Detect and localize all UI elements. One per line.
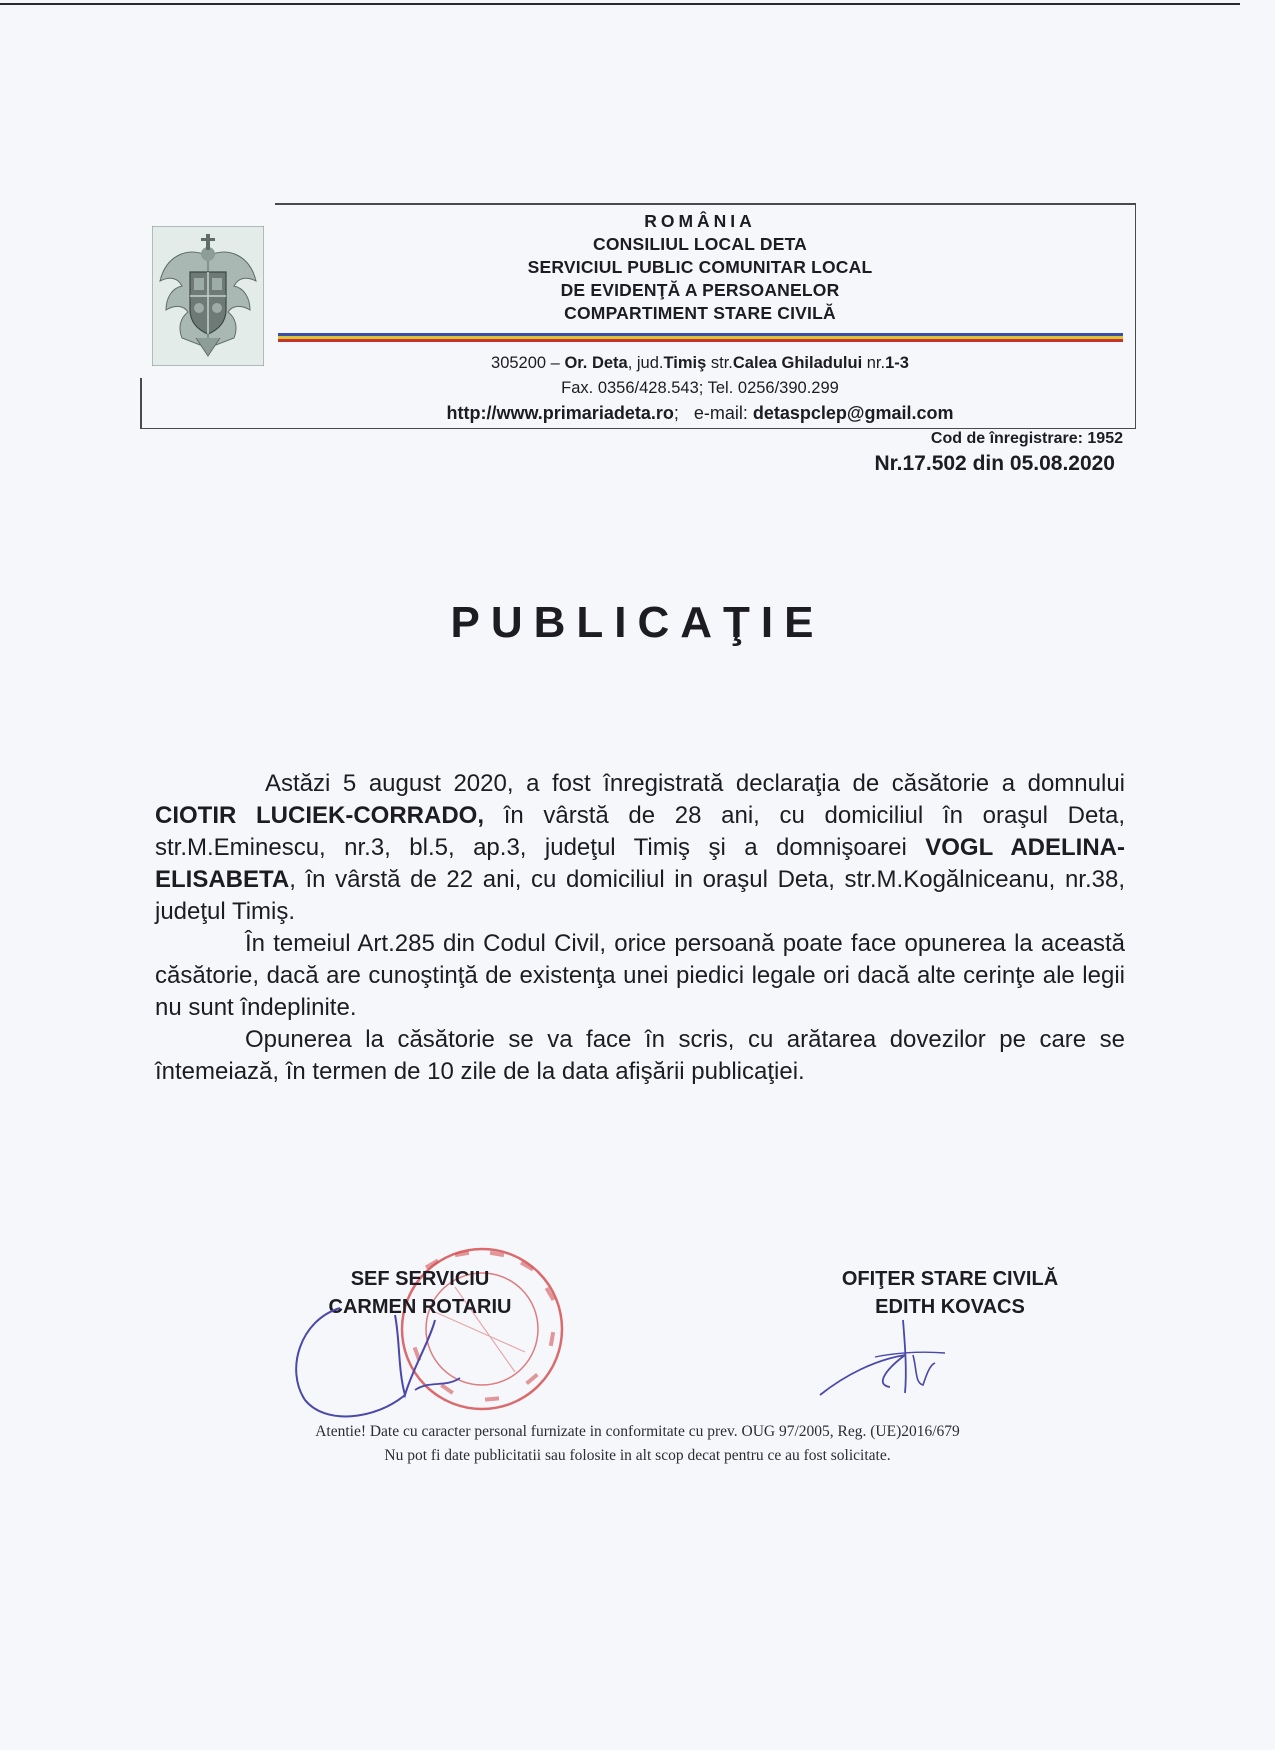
body-paragraph-3: Opunerea la căsătorie se va face în scris, cu arătarea dovezilor pe care se întemeiază, în termen de 10 zile de la data afişării publicaţiei. [155, 1026, 1125, 1085]
service-name-line2: DE EVIDENŢĂ A PERSOANELOR [560, 280, 840, 300]
address-line [280, 351, 1120, 376]
web-email-line: http://www.primariadeta.ro; e-mail: detaspclep@gmail.com [446, 403, 954, 423]
handwritten-signature-left [280, 1300, 500, 1430]
handwritten-signature-right [815, 1315, 965, 1405]
website-link[interactable]: http://www.primariadeta.ro [446, 403, 674, 423]
groom-name: CIOTIR LUCIEK-CORRADO, [155, 802, 484, 829]
email-link[interactable]: detaspclep@gmail.com [752, 403, 954, 423]
country-name: ROMÂNIA [644, 211, 756, 231]
data-protection-note [0, 1420, 1275, 1468]
body-paragraph-1: Astăzi 5 august 2020, a fost înregistrată declaraţia de căsătorie a domnului CIOTIR LUCIEK-CORRADO, în vârstă de 28 ani, cu domiciliul în oraşul Deta, str.M.Eminescu, nr.3, bl.5, ap.3, judeţul Timiş şi a domnişoarei VOGL ADELINA-ELISABETA, în vârstă de 22 ani, cu domiciliul in oraşul Deta, str.M.Kogălniceanu, nr.38, judeţul Timiş. [155, 770, 1126, 925]
address-street: Calea Ghiladului [732, 354, 863, 372]
signer-name-right: EDITH KOVACS [875, 1296, 1025, 1318]
address-number: 1-3 [885, 354, 909, 372]
address-number-prefix: nr. [862, 354, 886, 372]
tricolor-rule [278, 333, 1123, 345]
address-county-prefix: , jud. [627, 354, 664, 372]
page-top-edge [0, 3, 1240, 5]
signer-title-left: SEF SERVICIU [350, 1268, 490, 1290]
address-city: Or. Deta [564, 354, 628, 372]
registration-code: Cod de înregistrare: 1952 [930, 430, 1123, 447]
header-frame-left [140, 378, 142, 428]
footer-line-2: Nu pot fi date publicitatii sau folosite in alt scop decat pentru ce au fost solicitate. [384, 1447, 891, 1464]
council-name: CONSILIUL LOCAL DETA [593, 234, 807, 254]
footer-line-1: Atentie! Date cu caracter personal furnizate in conformitate cu prev. OUG 97/2005, Reg. (UE)2016/679 [315, 1423, 960, 1440]
body-paragraph-2: În temeiul Art.285 din Codul Civil, orice persoană poate face opunerea la această căsătorie, dacă are cunoştinţă de existenţa unei piedici legale ori dacă alte cerinţe ale legii nu sunt îndeplinite. [155, 930, 1125, 1021]
signature-block-right [805, 1265, 1095, 1321]
address-street-prefix: str. [706, 354, 733, 372]
email-label: e-mail: [693, 403, 748, 423]
address-county: Timiş [663, 354, 707, 372]
bride-name: VOGL ADELINA-ELISABETA [155, 834, 1125, 893]
signer-title-right: OFIŢER STARE CIVILĂ [841, 1268, 1059, 1290]
institution-header [280, 210, 1120, 325]
address-postcode: 305200 – [491, 354, 560, 372]
phone-fax-line: Fax. 0356/428.543; Tel. 0256/390.299 [561, 379, 839, 397]
document-body [155, 768, 1125, 1088]
signer-name-left: CARMEN ROTARIU [328, 1296, 512, 1318]
document-title: PUBLICAŢIE [450, 598, 825, 647]
registration-number: Nr.17.502 din 05.08.2020 [874, 452, 1115, 475]
service-name-line1: SERVICIUL PUBLIC COMUNITAR LOCAL [527, 257, 873, 277]
contact-block [280, 351, 1120, 426]
romania-coat-of-arms-icon [152, 226, 264, 366]
department-name: COMPARTIMENT STARE CIVILĂ [564, 303, 836, 323]
